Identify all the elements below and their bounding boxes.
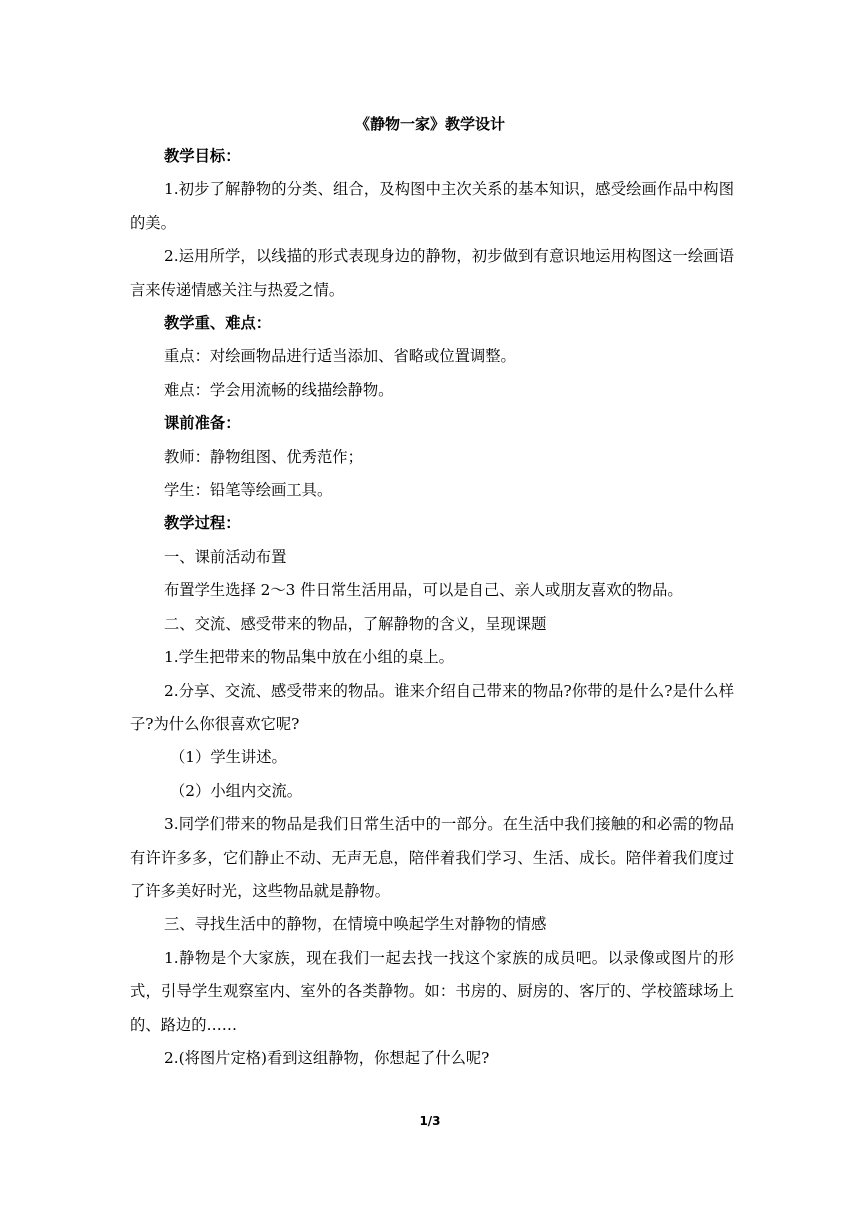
step-3-item-2: 2.(将图片定格)看到这组静物，你想起了什么呢? bbox=[164, 1048, 490, 1067]
key-point: 重点：对绘画物品进行适当添加、省略或位置调整。 bbox=[164, 347, 516, 366]
step-2-sub-2: （2）小组内交流。 bbox=[170, 781, 303, 800]
step-2-item-3: 3.同学们带来的物品是我们日常生活中的一部分。在生活中我们接触的和必需的物品有许许多多，它们静止不动、无声无息，陪伴着我们学习、生活、成长。陪伴着我们度过了许多美好时光，这些物品就是静物。 bbox=[130, 815, 734, 900]
step-1-text: 布置学生选择 2～3 件日常生活用品，可以是自己、亲人或朋友喜欢的物品。 bbox=[164, 581, 683, 600]
preparation-heading: 课前准备： bbox=[164, 414, 241, 433]
objective-1: 1.初步了解静物的分类、组合，及构图中主次关系的基本知识，感受绘画作品中构图的美。 bbox=[130, 180, 734, 232]
step-3-title: 三、寻找生活中的静物，在情境中唤起学生对静物的情感 bbox=[164, 915, 547, 934]
page-number: 1/3 bbox=[419, 1114, 441, 1128]
step-1-title: 一、课前活动布置 bbox=[164, 547, 287, 566]
document-title: 《静物一家》教学设计 bbox=[354, 115, 505, 133]
process-heading: 教学过程： bbox=[164, 514, 241, 533]
step-2-title: 二、交流、感受带来的物品，了解静物的含义，呈现课题 bbox=[164, 614, 547, 633]
objectives-heading: 教学目标： bbox=[164, 147, 241, 165]
student-prep: 学生：铅笔等绘画工具。 bbox=[164, 481, 333, 500]
document-body bbox=[130, 140, 734, 1075]
key-points-heading: 教学重、难点： bbox=[164, 314, 272, 333]
step-2-sub-1: （1）学生讲述。 bbox=[170, 748, 287, 767]
teacher-prep: 教师：静物组图、优秀范作； bbox=[164, 447, 363, 466]
difficult-point: 难点：学会用流畅的线描绘静物。 bbox=[164, 380, 394, 399]
step-3-item-1: 1.静物是个大家族，现在我们一起去找一找这个家族的成员吧。以录像或图片的形式，引导学生观察室内、室外的各类静物。如：书房的、厨房的、客厅的、学校篮球场上的、路边的…… bbox=[130, 948, 734, 1034]
objective-2: 2.运用所学，以线描的形式表现身边的静物，初步做到有意识地运用构图这一绘画语言来传递情感关注与热爱之情。 bbox=[130, 247, 734, 299]
step-2-item-1: 1.学生把带来的物品集中放在小组的桌上。 bbox=[164, 648, 454, 667]
step-2-item-2: 2.分享、交流、感受带来的物品。谁来介绍自己带来的物品?你带的是什么?是什么样子?为什么你很喜欢它呢? bbox=[130, 681, 734, 733]
